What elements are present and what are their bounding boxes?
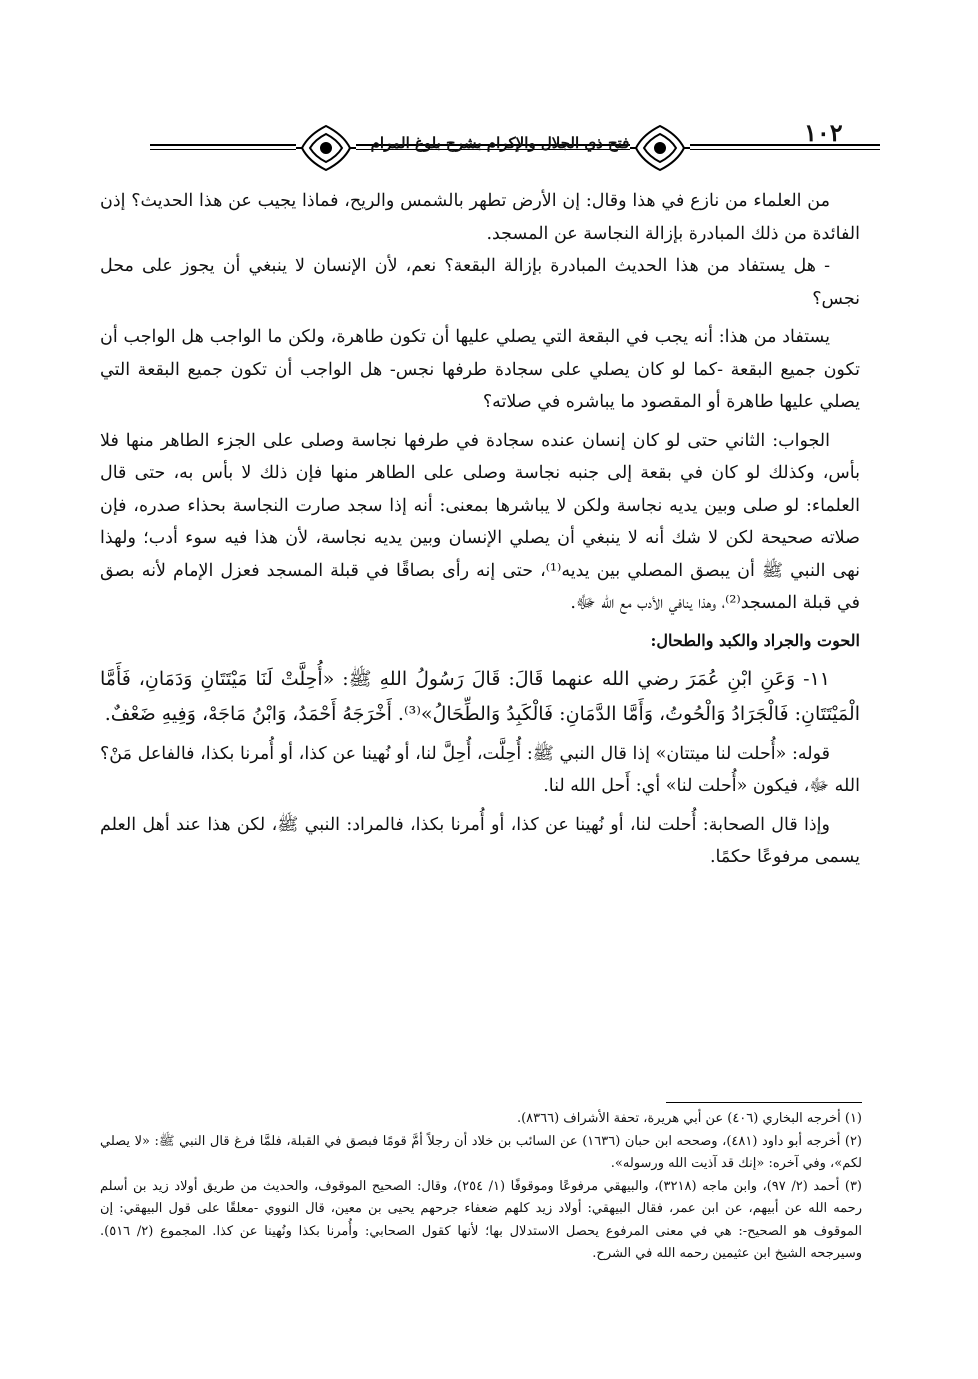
ornament-left-icon: [296, 122, 356, 174]
paragraph: قوله: «أُحلت لنا ميتتان» إذا قال النبي ﷺ: أُحِلَّت، أُحِلَّ لنا، أو نُهينا عن كذا، أو أُمرنا بكذا، فالفاعل مَنْ؟ الله ﷻ، فيكون «أُحلت لنا» أي: أَحل الله لنا.: [100, 743, 860, 796]
page-number: ١٠٢: [804, 118, 843, 147]
paragraph: من العلماء من نازع في هذا وقال: إن الأرض تطهر بالشمس والريح، فماذا يجيب عن هذا الحديث؟ إذن الفائدة من ذلك المبادرة بإزالة النجاسة عن المسجد.: [100, 191, 860, 244]
footnote: (١) أخرجه البخاري (٤٠٦) عن أبي هريرة، تحفة الأشراف (٨٣٦٦).: [516, 1111, 862, 1126]
footnote-separator: [666, 1102, 862, 1103]
main-text: [100, 185, 860, 874]
footnote: (٣) أحمد (٢/ ٩٧)، وابن ماجه (٣٢١٨)، والبيهقي مرفوعًا وموقوفًا (١/ ٢٥٤)، وقال: الصحيح الموقوف، والحديث من طريق أولاد زيد بن أسلم رحمه الله عن أبيهم، عن ابن عمر، فقال البيهقي: أولاد زيد كلهم ضعفاء جرحهم يحيى بن معين، قال النووي -معلقًا على قول البيهقي: إن الموقوف هو الصحيح-: هي في معنى المرفوع يحصل الاستدلال بها؛ لأنها كقول الصحابي: وأُمرنا بكذا ونُهينا عن كذا. المجموع (٢/ ٥١٦). وسيرجحه الشيخ ابن عثيمين رحمه الله في الشرح.: [100, 1178, 862, 1261]
paragraph: يستفاد من هذا: أنه يجب في البقعة التي يصلي عليها أن تكون طاهرة، ولكن ما الواجب هل الواجب أن تكون جميع البقعة -كما لو كان يصلي على سجادة طرفها نجس- هل الواجب أن تكون جميع البقعة التي يصلي عليها طاهرة أو المقصود ما يباشره في صلاته؟: [100, 327, 860, 412]
hadith-text: ١١- وَعَنِ ابْنِ عُمَرَ رضي الله عنهما قَالَ: قَالَ رَسُولُ اللهِ ﷺ: «أُحِلَّتْ لَنَا مَيْتَتَانِ وَدَمَانِ، فَأَمَّا الْمَيْتَتَانِ: فَالْجَرَادُ وَالْحُوتُ، وَأَمَّا الدَّمَانِ: فَالْكَبِدُ وَالطِّحَالُ»⁽³⁾. أَخْرَجَهُ أَحْمَدُ، وَابْنُ مَاجَهْ، وَفِيهِ ضَعْفٌ.: [100, 667, 860, 725]
paragraph: - هل يستفاد من هذا الحديث المبادرة بإزالة البقعة؟ نعم، لأن الإنسان لا ينبغي أن يجوز على محل نجس؟: [100, 256, 860, 309]
footnote: (٢) أخرجه أبو داود (٤٨١)، وصححه ابن حبان (١٦٣٦) عن السائب بن خلاد أن رجلاً أمَّ قومًا فبصق في القبلة، فلمَّا فرغ قال النبي ﷺ: «لا يصلي لكم»، وفي آخره: «إنك قد آذيت الله ورسوله».: [100, 1133, 862, 1171]
paragraph: الجواب: الثاني حتى لو كان إنسان عنده سجادة في طرفها نجاسة وصلى على الجزء الطاهر منها فلا بأس، وكذلك لو كان في بقعة إلى جنبه نجاسة وصلى على الطاهر منها فإن ذلك لا بأس به، حتى قال العلماء: لو صلى وبين يديه نجاسة ولكن لا يباشرها بمعنى: أنه إذا سجد صارت النجاسة بحذاء صدره، فإن صلاته صحيحة لكن لا شك أنه لا ينبغي أن يصلي الإنسان وبين يديه نجاسة، لأن هذا فيه سوء أدب؛ ولهذا نهى النبي ﷺ أن يبصق المصلي بين يديه⁽¹⁾، حتى إنه رأى بصاقًا في قبلة المسجد فعزل الإمام لأنه بصق في قبلة المسجد⁽²⁾، وهذا ينافي الأدب مع الله ﷻ.: [100, 430, 861, 613]
section-heading: الحوت والجراد والكبد والطحال:: [650, 630, 860, 650]
book-title: فتح ذي الجلال والإكرام بشرح بلوغ المرام: [370, 134, 630, 152]
footnotes: [100, 1108, 862, 1266]
paragraph: وإذا قال الصحابة: أُحلت لنا، أو نُهينا عن كذا، أو أُمرنا بكذا، فالمراد: النبي ﷺ، لكن هذا عند أهل العلم يسمى مرفوعًا حكمًا.: [100, 814, 860, 867]
